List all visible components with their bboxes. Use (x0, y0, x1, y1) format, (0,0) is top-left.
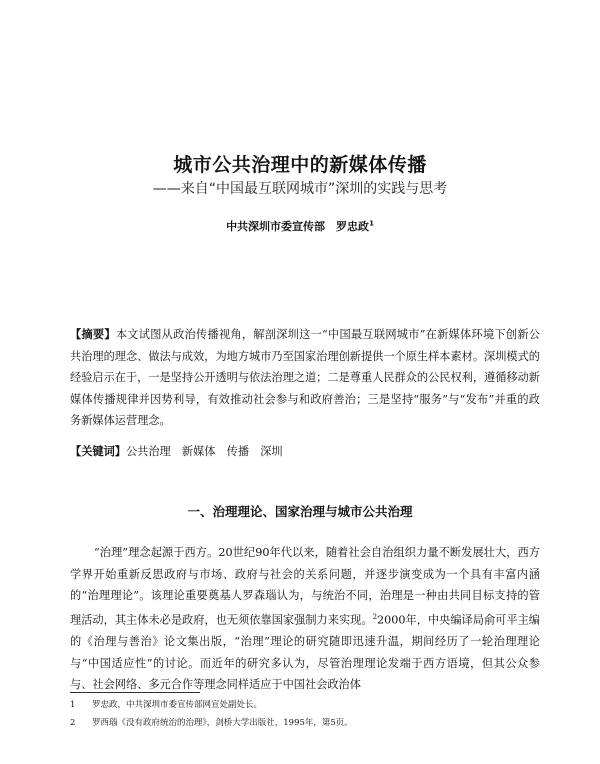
footnote-divider (70, 692, 200, 693)
abstract-label: 【摘要】 (70, 328, 116, 341)
footnote-number: 2 (70, 718, 76, 728)
author-footnote-mark[interactable]: 1 (369, 219, 374, 228)
paragraph-part-1: “治理”理念起源于西方。20世纪90年代以来，随着社会自治组织力量不断发展壮大，西方学界开始重新反思政府与市场、政府与社会的关系问题，并逐步演变成为一个具有丰富内涵的“治理理论”。该理论重要奠基人罗森瑙认为，与统治不同，治理是一种由共同目标支持的管理活动，其主体未必是政府，也无须依靠国家强制力来实现。 (70, 546, 540, 627)
footnote-text: 罗忠政，中共深圳市委宣传部网宣处副处长。 (92, 700, 263, 710)
paragraph-footnote-mark[interactable]: 2 (372, 612, 378, 621)
footnotes (70, 696, 540, 732)
section-heading: 一、治理理论、国家治理与城市公共治理 (187, 504, 413, 519)
author-line (0, 218, 600, 234)
keywords (70, 442, 540, 462)
abstract (70, 324, 540, 432)
body-paragraph (70, 542, 540, 692)
footnote-item (70, 714, 540, 732)
paper-subtitle: ——来自“中国最互联网城市”深圳的实践与思考 (152, 181, 448, 197)
keywords-label: 【关键词】 (70, 445, 126, 458)
footnote-item (70, 696, 540, 714)
paper-title: 城市公共治理中的新媒体传播 (173, 154, 427, 176)
paragraph-part-2: 2000年，中央编译局俞可平主编的《治理与善治》论文集出版，“治理”理论的研究随即迅速升温，期间经历了一轮治理理论与“中国适应性”的讨论。而近年的研究多认为，尽管治理理论发端于西方语境，但其公众参与、社会网络、多元合作等理念同样适应于中国社会政治体 (70, 613, 540, 692)
abstract-text: 本文试图从政治传播视角，解剖深圳这一“中国最互联网城市”在新媒体环境下创新公共治理的理念、做法与成效，为地方城市乃至国家治理创新提供一个原生样本素材。深圳模式的经验启示在于，一是坚持公开透明与依法治理之道；二是尊重人民群众的公民权利，遵循移动新媒体传播规律并因势利导，有效推动社会参与和政府善治；三是坚持“服务”与“发布”并重的政务新媒体运营理念。 (70, 328, 540, 428)
keywords-text: 公共治理 新媒体 传播 深圳 (125, 445, 283, 458)
footnote-text: 罗西瑙《没有政府统治的治理》，剑桥大学出版社，1995年，第5页。 (92, 718, 353, 728)
author-name: 中共深圳市委宣传部 罗忠政 (226, 220, 370, 233)
footnote-number: 1 (70, 700, 76, 710)
